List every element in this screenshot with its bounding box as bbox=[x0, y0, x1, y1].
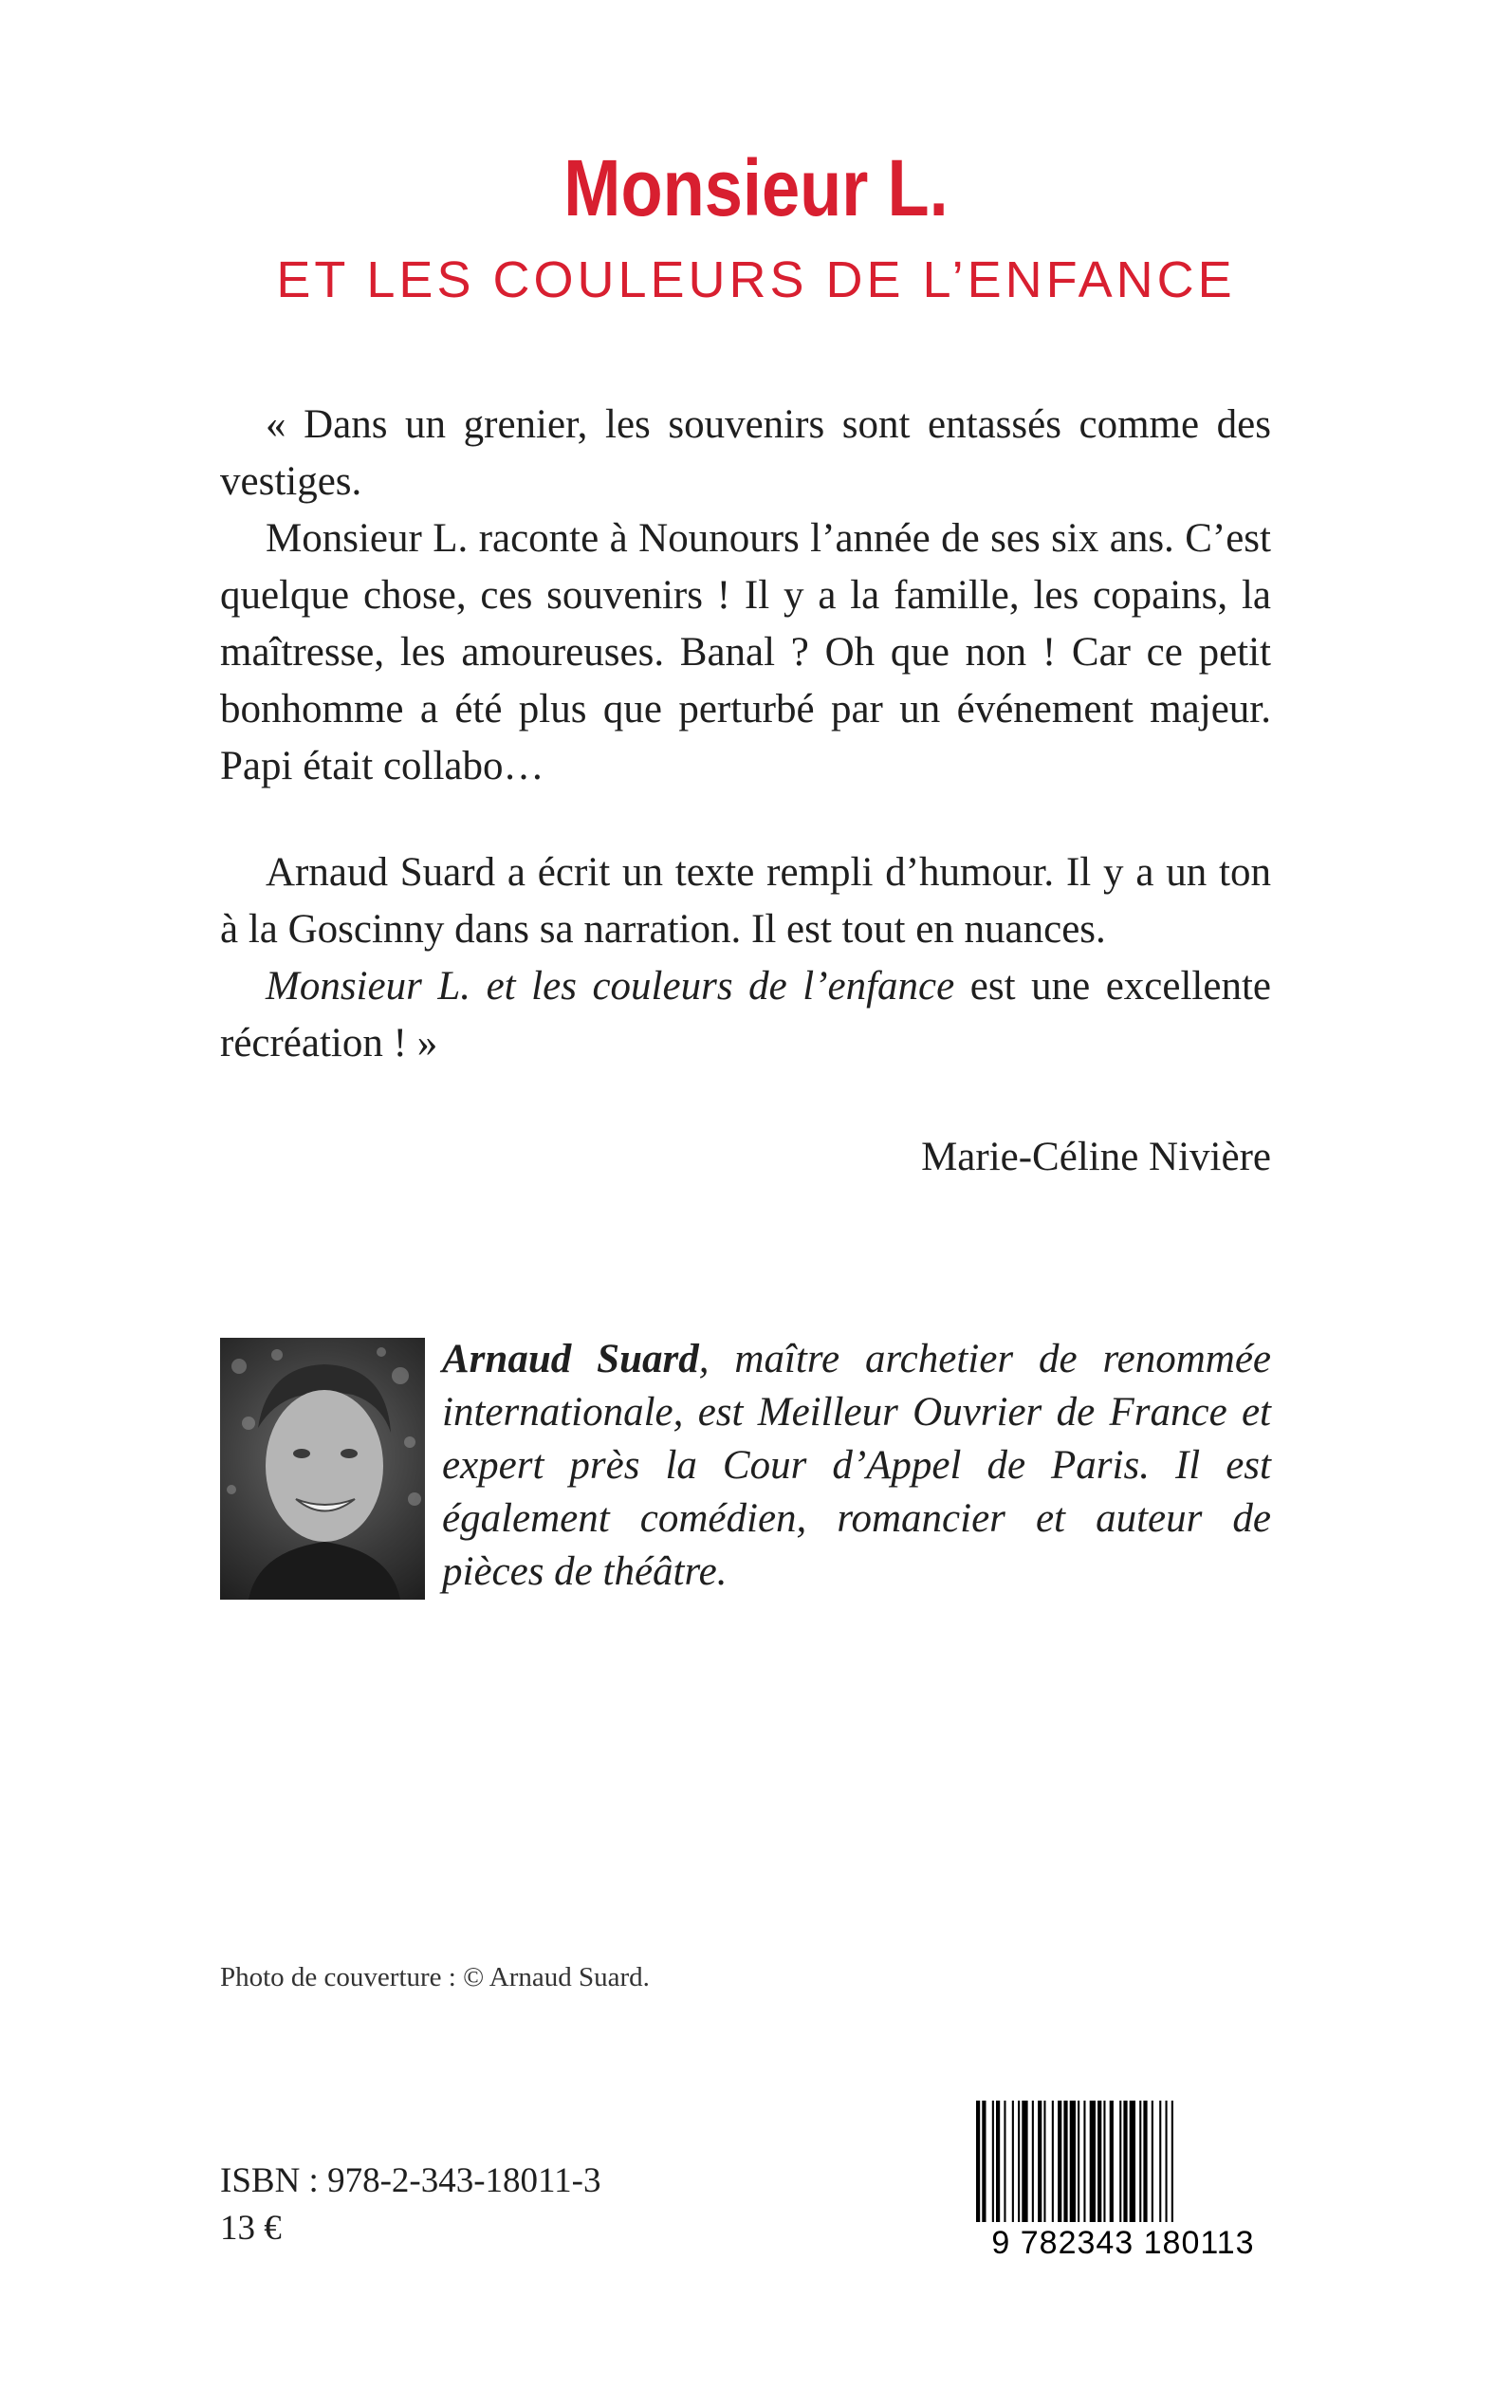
barcode-bar bbox=[1022, 2101, 1027, 2222]
barcode-bar bbox=[1097, 2101, 1101, 2222]
quote-paragraph-2: Monsieur L. raconte à Nounours l’année de ses six ans. C’est quelque chose, ces souvenirs ! Il y a la famille, les copains, la maîtresse, les amoureuses. Banal ? Oh que non ! Car ce petit bonhomme a été plus que perturbé par un événement majeur. Papi était collabo… bbox=[220, 516, 1271, 788]
author-bio bbox=[442, 1333, 1271, 1599]
quoted-book-title: Monsieur L. et les couleurs de l’enfance bbox=[266, 964, 955, 1009]
photo-credit: Photo de couverture : © Arnaud Suard. bbox=[220, 1962, 650, 1992]
quote-paragraph-3: Arnaud Suard a écrit un texte rempli d’humour. Il y a un ton à la Goscinny dans sa narration. Il est tout en nuances. bbox=[220, 850, 1271, 952]
barcode-bar bbox=[1130, 2101, 1135, 2222]
review-signature: Marie-Céline Nivière bbox=[921, 1135, 1271, 1179]
barcode-bar bbox=[1018, 2101, 1020, 2222]
barcode-bar bbox=[976, 2101, 980, 2222]
barcode-bar bbox=[1166, 2101, 1168, 2222]
author-bio-text: , maître archetier de renommée internationale, est Meilleur Ouvrier de France et expert près la Cour d’Appel de Paris. Il est également comédien, romancier et auteur de pièces de théâtre. bbox=[442, 1337, 1272, 1594]
barcode-bar bbox=[1152, 2101, 1153, 2222]
barcode-bar bbox=[1078, 2101, 1079, 2222]
barcode-bar bbox=[1123, 2101, 1127, 2222]
barcode-bar bbox=[1103, 2101, 1105, 2222]
price: 13 € bbox=[220, 2209, 282, 2248]
barcode-bar bbox=[1143, 2101, 1147, 2222]
barcode-bar bbox=[1139, 2101, 1141, 2222]
barcode-bars bbox=[972, 2101, 1274, 2224]
review-quote-part1 bbox=[220, 397, 1271, 795]
book-subtitle: ET LES COULEURS DE L’ENFANCE bbox=[276, 251, 1236, 308]
barcode-bar bbox=[1110, 2101, 1114, 2222]
barcode-bar bbox=[1171, 2101, 1173, 2222]
barcode-bar bbox=[1038, 2101, 1042, 2222]
barcode-bar bbox=[1032, 2101, 1034, 2222]
barcode-bar bbox=[996, 2101, 1000, 2222]
barcode-bar bbox=[1159, 2101, 1161, 2222]
barcode-bar bbox=[1119, 2101, 1121, 2222]
quote-paragraph-4-rest: est une excellente récréation ! » bbox=[220, 964, 1271, 1065]
quote-paragraph-1: « Dans un grenier, les souvenirs sont entassés comme des vestiges. bbox=[220, 402, 1271, 504]
barcode-bar bbox=[1063, 2101, 1067, 2222]
barcode-bar bbox=[1052, 2101, 1054, 2222]
barcode-bar bbox=[1070, 2101, 1076, 2222]
review-quote-part2 bbox=[220, 844, 1271, 1072]
barcode-bar bbox=[1083, 2101, 1085, 2222]
book-title: Monsieur L. bbox=[563, 143, 949, 232]
barcode-bar bbox=[992, 2101, 994, 2222]
barcode-bar bbox=[982, 2101, 986, 2222]
barcode-digits: 9 782343 180113 bbox=[991, 2225, 1255, 2261]
author-name: Arnaud Suard bbox=[442, 1337, 699, 1381]
barcode-bar bbox=[1058, 2101, 1061, 2222]
barcode-bar bbox=[1043, 2101, 1045, 2222]
barcode-bar bbox=[1004, 2101, 1005, 2222]
author-photo bbox=[220, 1338, 425, 1600]
barcode-bar bbox=[1012, 2101, 1014, 2222]
quote-paragraph-4 bbox=[220, 958, 1271, 1072]
isbn: ISBN : 978-2-343-18011-3 bbox=[220, 2161, 601, 2200]
barcode-bar bbox=[1090, 2101, 1096, 2222]
